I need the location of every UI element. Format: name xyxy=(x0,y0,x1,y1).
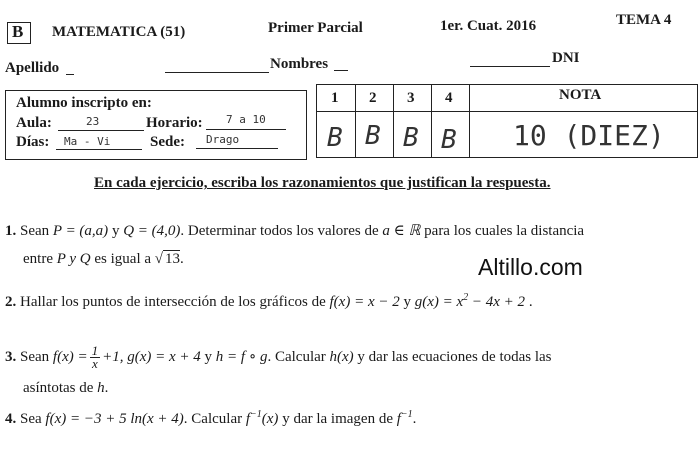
q3-fraction xyxy=(90,345,101,370)
q1-p-y-q: P y Q xyxy=(56,251,91,267)
q3-frac-den: x xyxy=(91,356,98,371)
q3-text-a: . Calcular xyxy=(267,348,326,365)
sede-label: Sede: xyxy=(150,134,185,150)
q2-end: . xyxy=(528,294,533,310)
q3-text-b: y dar las ecuaciones de todas las xyxy=(357,348,552,365)
q2-text-a: Hallar los puntos de intersección de los gráficos de xyxy=(20,294,326,310)
nombres-line xyxy=(334,70,348,71)
q3-y: y xyxy=(204,348,213,365)
tema-label: TEMA 4 xyxy=(616,12,672,28)
q4-finv-exp: −1 xyxy=(250,409,262,420)
q1-point-p: P = (a,a) xyxy=(52,223,109,239)
grade-col-1: 1 xyxy=(331,90,339,106)
q1-sqrt-value: 13 xyxy=(165,251,181,267)
grade-mark-2: B xyxy=(365,121,381,151)
sede-line xyxy=(196,148,278,149)
question-4 xyxy=(5,411,416,428)
dni-label: DNI xyxy=(552,50,580,66)
horario-line xyxy=(206,129,286,130)
grade-mark-4: B xyxy=(441,125,457,155)
q4-finv-a: f xyxy=(245,411,251,427)
q4-f: f(x) = −3 + 5 ln(x + 4) xyxy=(45,411,184,427)
q3-h: h = f ∘ g xyxy=(215,348,268,365)
q1-text-a: Sean xyxy=(20,223,50,239)
q3-hx: h(x) xyxy=(329,348,354,365)
question-1 xyxy=(5,221,584,240)
q1-line2-c: . xyxy=(180,251,184,267)
q4-sea: Sea xyxy=(20,411,42,427)
q1-line2-a: entre xyxy=(23,251,53,267)
apellido-line-b xyxy=(165,72,269,73)
grade-col-2: 2 xyxy=(369,90,377,106)
exam-term: 1er. Cuat. 2016 xyxy=(440,18,537,34)
nota-value: 10 (DIEZ) xyxy=(513,119,665,152)
grade-mark-3: B xyxy=(403,123,419,153)
apellido-line-a xyxy=(66,74,74,75)
dias-label: Días: xyxy=(16,134,50,150)
apellido-label: Apellido xyxy=(5,60,60,76)
sede-value: Drago xyxy=(206,133,240,146)
q4-finv2 xyxy=(397,411,413,427)
inscripto-title: Alumno inscripto en: xyxy=(16,95,152,111)
q2-g-b: − 4x + 2 xyxy=(468,294,526,310)
q1-sqrt-sign: √ xyxy=(154,251,164,267)
q3-g: g(x) = x + 4 xyxy=(127,348,201,365)
aula-label: Aula: xyxy=(16,115,52,131)
q2-g xyxy=(415,294,525,310)
dias-value: Ma - Vi xyxy=(64,135,111,148)
question-1-line-2 xyxy=(23,251,184,268)
q1-y: y xyxy=(111,223,120,239)
exam-name: Primer Parcial xyxy=(268,20,363,36)
instruction: En cada ejercicio, escriba los razonamientos que justifican la respuesta. xyxy=(94,175,551,191)
q2-g-a: g(x) = x xyxy=(414,294,464,310)
question-2 xyxy=(5,294,533,311)
grades-vdivider-3 xyxy=(431,85,432,157)
q4-end: . xyxy=(412,411,417,427)
question-2-number: 2. xyxy=(5,294,17,310)
watermark: Altillo.com xyxy=(478,254,583,280)
q4-finv-b: (x) xyxy=(261,411,279,427)
q4-finv xyxy=(246,411,279,427)
q4-finv2-exp: −1 xyxy=(400,409,413,420)
grades-table xyxy=(316,84,698,158)
q1-text-b: . Determinar todos los valores de xyxy=(180,223,379,239)
q2-g-exp: 2 xyxy=(463,292,469,303)
q1-a-in-r: a ∈ ℝ xyxy=(382,223,421,239)
dni-line xyxy=(470,66,550,67)
q2-f: f(x) = x − 2 xyxy=(329,294,400,310)
dias-line xyxy=(56,149,142,150)
horario-value: 7 a 10 xyxy=(226,113,266,126)
q4-text-a: . Calcular xyxy=(183,411,243,427)
grades-vdivider-2 xyxy=(393,85,394,157)
q4-finv2-a: f xyxy=(396,411,401,427)
question-4-number: 4. xyxy=(5,411,17,427)
q3-sean: Sean xyxy=(20,348,50,365)
grades-vdivider-1 xyxy=(355,85,356,157)
q1-text-c: para los cuales la distancia xyxy=(424,223,585,239)
q1-line2-b: es igual a xyxy=(94,251,152,267)
q3-line2-h: h xyxy=(97,380,105,396)
grade-mark-1: B xyxy=(327,123,343,153)
grades-vdivider-4 xyxy=(469,85,470,157)
nombres-label: Nombres xyxy=(270,56,329,72)
grade-col-3: 3 xyxy=(407,90,415,106)
question-1-number: 1. xyxy=(5,223,17,239)
q4-text-b: y dar la imagen de xyxy=(282,411,393,427)
aula-line xyxy=(58,130,144,131)
q3-line2-a: asíntotas de xyxy=(23,380,94,396)
nota-label: NOTA xyxy=(559,87,602,103)
q3-line2-end: . xyxy=(104,380,109,396)
question-3-number: 3. xyxy=(5,348,17,365)
aula-value: 23 xyxy=(86,115,100,128)
q2-y: y xyxy=(403,294,411,310)
grade-col-4: 4 xyxy=(445,90,453,106)
grades-hdivider xyxy=(317,111,697,112)
tema-tag: B xyxy=(12,22,24,41)
course-title: MATEMATICA (51) xyxy=(52,24,186,40)
question-3-line-2 xyxy=(23,380,108,397)
q3-f-b: +1, xyxy=(102,348,124,365)
question-3 xyxy=(5,345,552,370)
q1-point-q: Q = (4,0) xyxy=(123,223,181,239)
q3-f-a: f(x) = xyxy=(52,348,88,365)
horario-label: Horario: xyxy=(146,115,203,131)
q3-frac-num: 1 xyxy=(91,343,99,358)
